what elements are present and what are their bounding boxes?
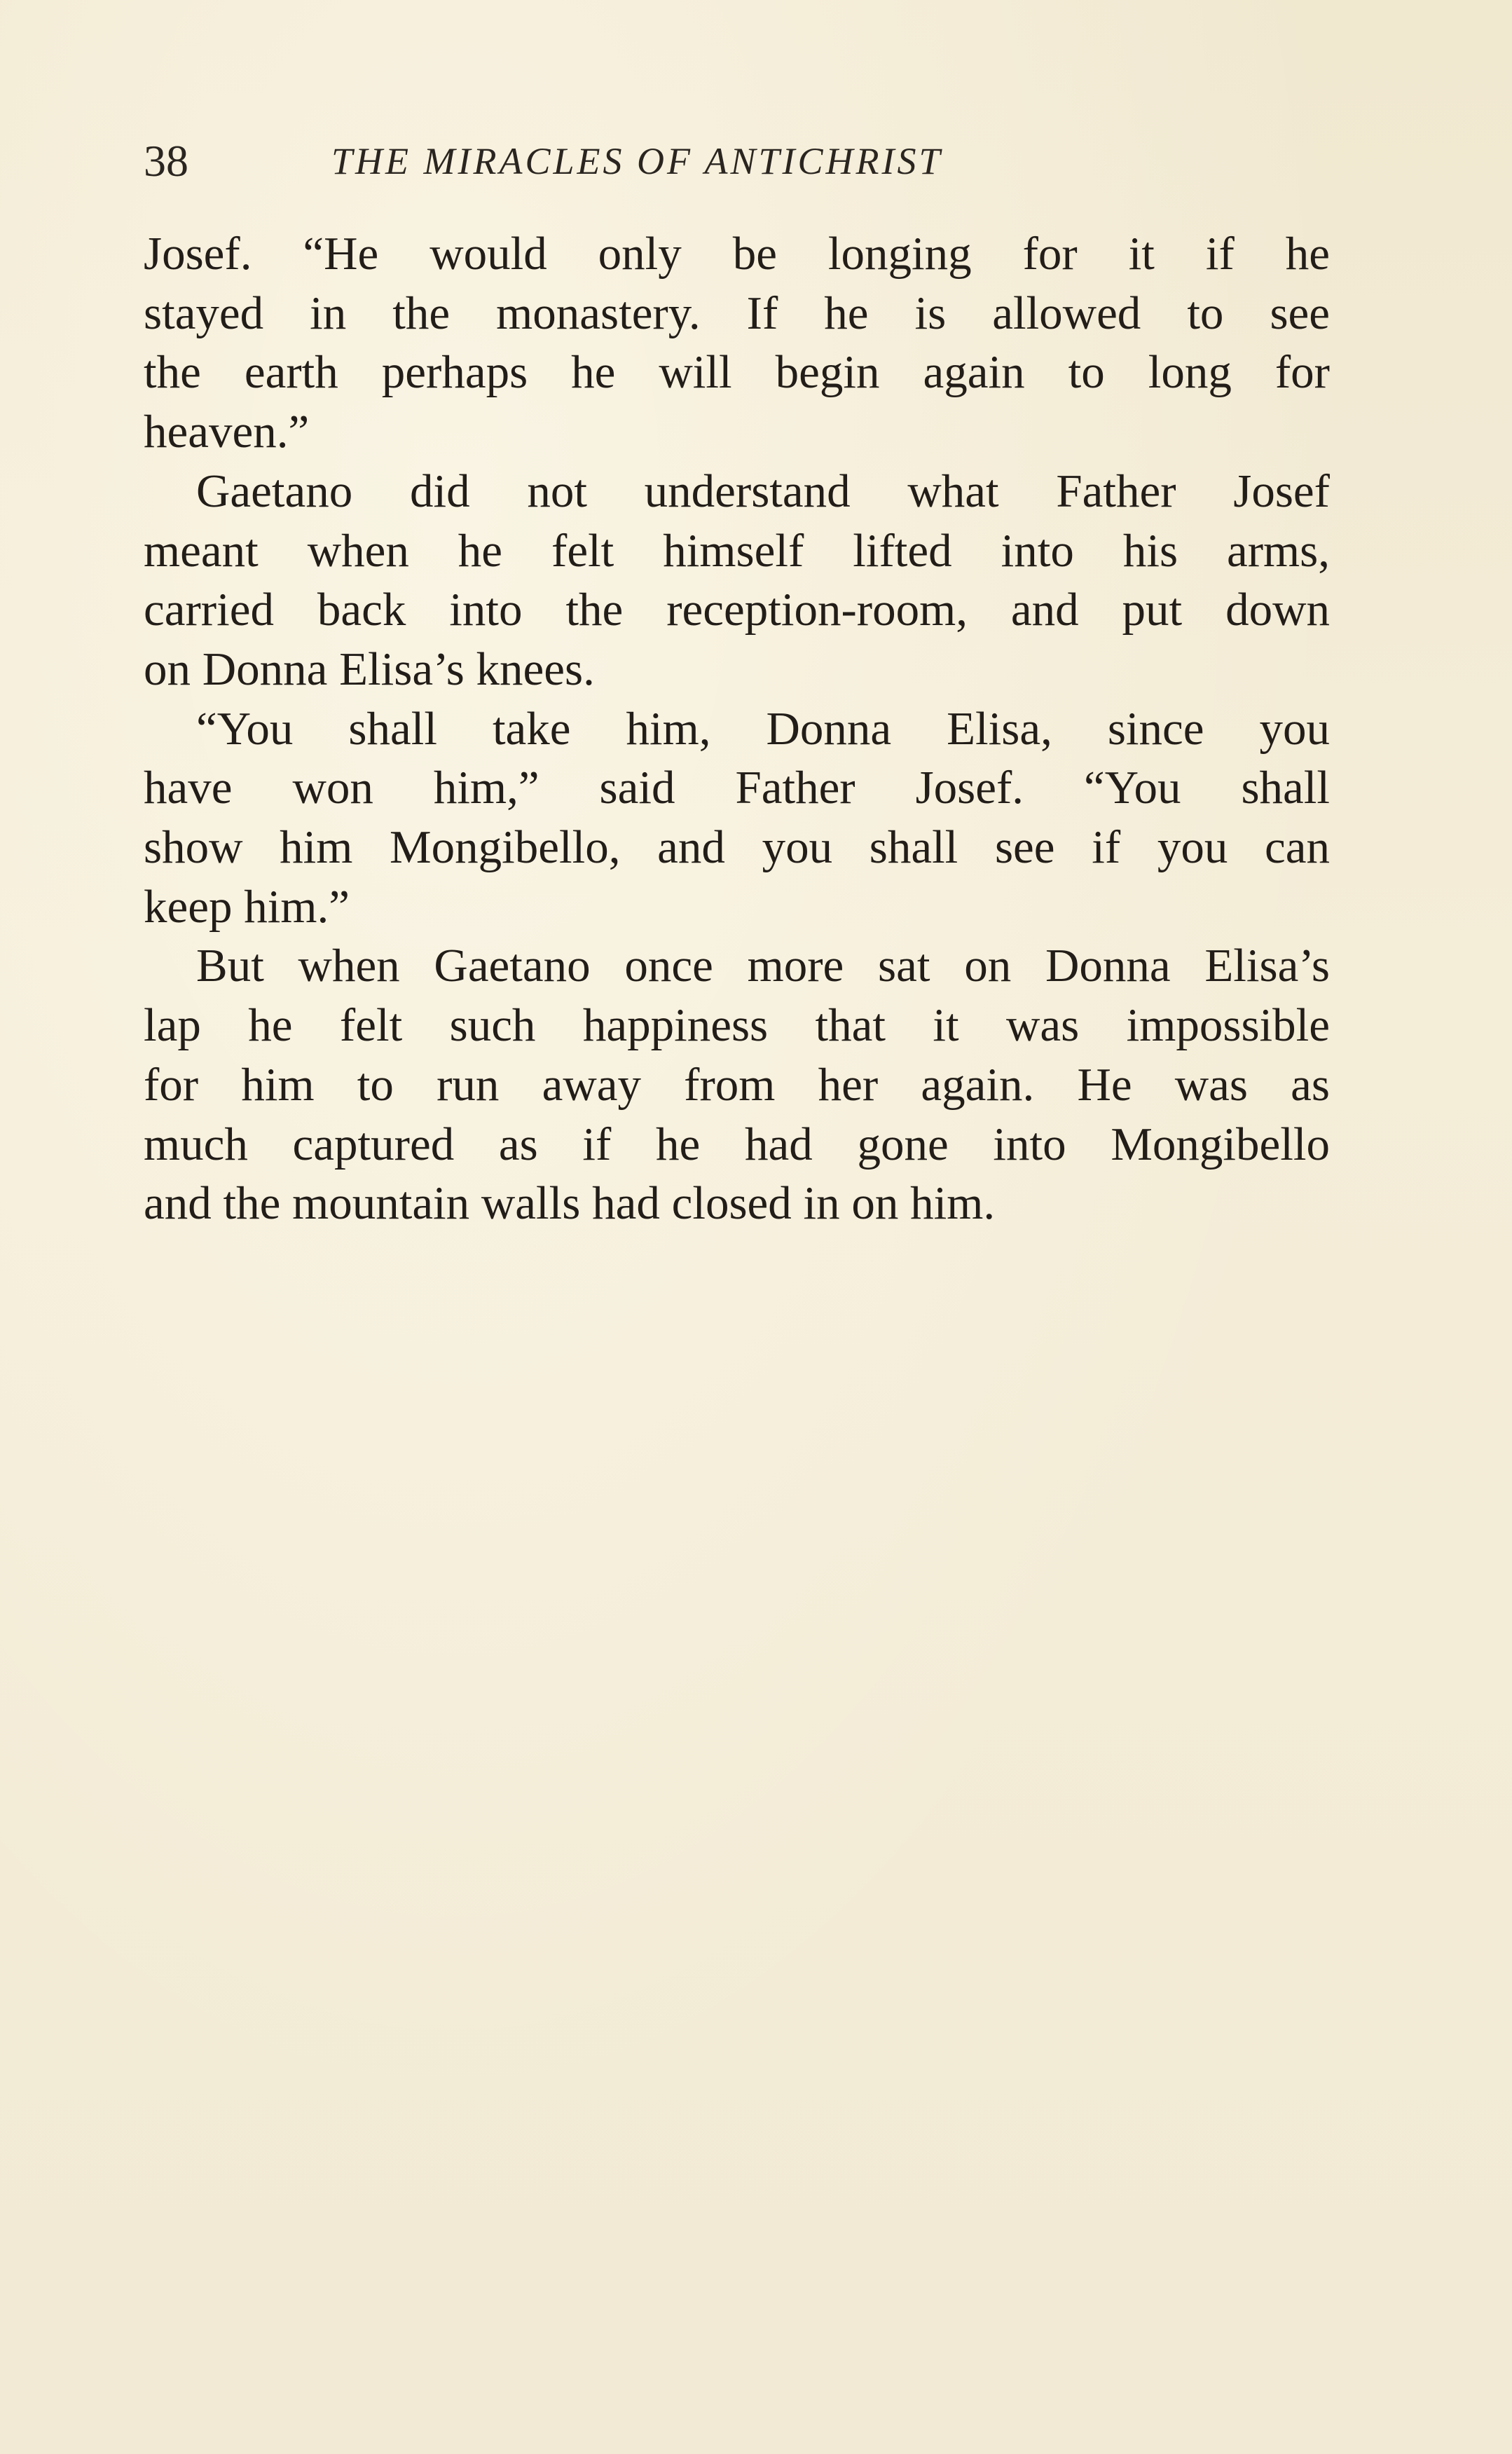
text-line: carried back into the reception-room, and put down bbox=[144, 584, 1330, 636]
text-line: much captured as if he had gone into Mongibello bbox=[144, 1118, 1330, 1170]
text-line: lap he felt such happiness that it was impossible bbox=[144, 999, 1330, 1052]
paragraph bbox=[144, 224, 1330, 462]
text-line: the earth perhaps he will begin again to long for bbox=[144, 346, 1330, 399]
text-line: Gaetano did not understand what Father Josef bbox=[196, 465, 1330, 517]
running-head: THE MIRACLES OF ANTICHRIST bbox=[331, 140, 943, 182]
paragraph bbox=[144, 699, 1330, 937]
paragraph bbox=[144, 462, 1330, 699]
page-header bbox=[144, 130, 1335, 193]
text-line: have won him,” said Father Josef. “You shall bbox=[144, 762, 1330, 814]
text-line: stayed in the monastery. If he is allowed to see bbox=[144, 287, 1330, 339]
text-line: show him Mongibello, and you shall see if you can bbox=[144, 821, 1330, 874]
paragraph bbox=[144, 936, 1330, 1233]
page-number: 38 bbox=[144, 136, 188, 186]
text-line: meant when he felt himself lifted into his arms, bbox=[144, 524, 1330, 577]
text-line: But when Gaetano once more sat on Donna Elisa’s bbox=[196, 940, 1330, 992]
text-line: “You shall take him, Donna Elisa, since you bbox=[196, 702, 1330, 755]
body-text bbox=[144, 224, 1330, 1233]
text-line: Josef. “He would only be longing for it if he bbox=[144, 228, 1330, 280]
text-line: and the mountain walls had closed in on him. bbox=[144, 1177, 996, 1230]
text-line: for him to run away from her again. He was as bbox=[144, 1058, 1330, 1111]
text-line: heaven.” bbox=[144, 406, 310, 458]
text-line: on Donna Elisa’s knees. bbox=[144, 643, 595, 695]
text-line: keep him.” bbox=[144, 880, 350, 933]
